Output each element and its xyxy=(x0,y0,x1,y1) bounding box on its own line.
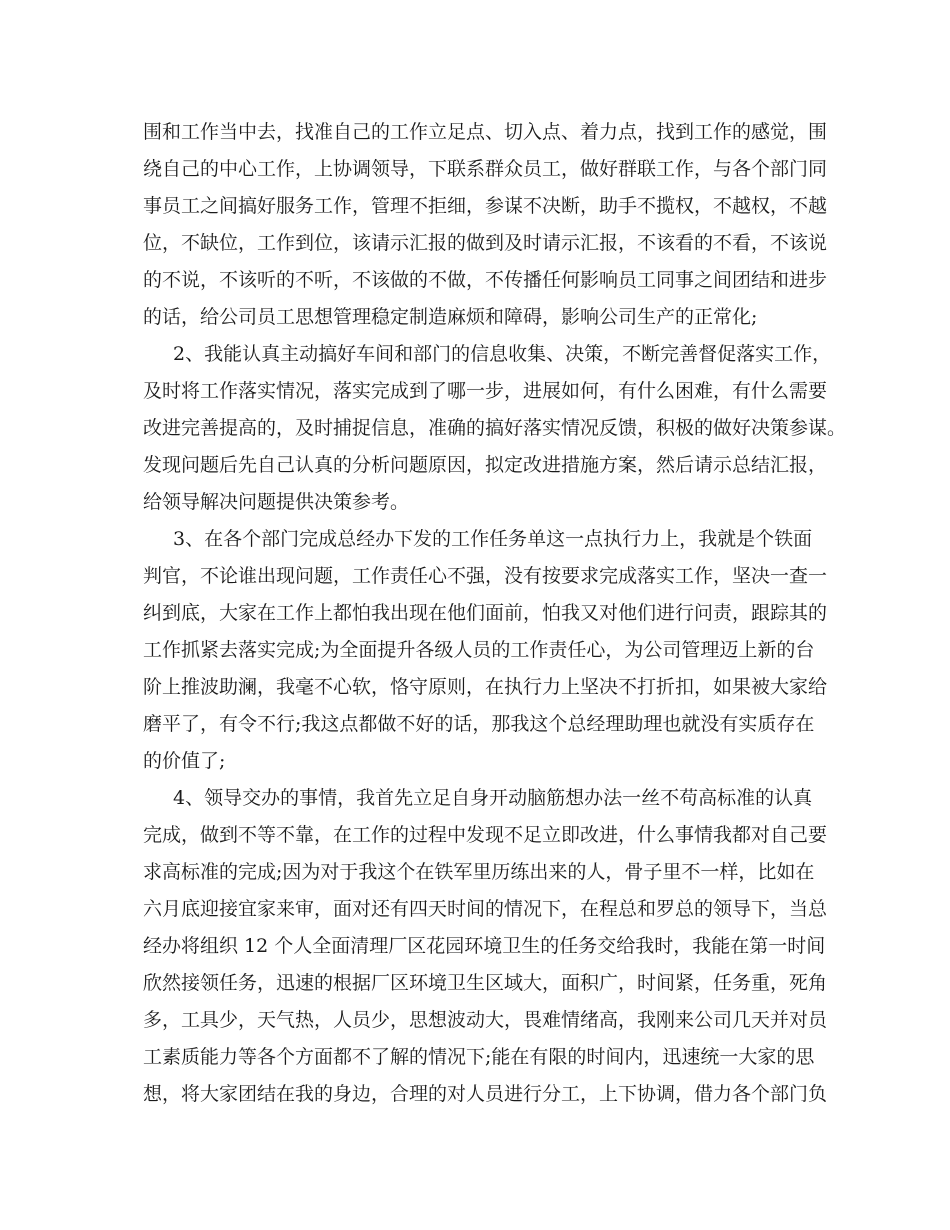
text-line: 发现问题后先自己认真的分析问题原因，拟定改进措施方案，然后请示总结汇报， xyxy=(143,454,828,476)
text-line: 工素质能力等各个方面都不了解的情况下;能在有限的时间内，迅速统一大家的思 xyxy=(143,1046,815,1068)
text-line: 改进完善提高的，及时捕捉信息，准确的搞好落实情况反馈，积极的做好决策参谋。 xyxy=(143,417,847,439)
text-line: 磨平了，有令不行;我这点都做不好的话，那我这个总经理助理也就没有实质存在 xyxy=(143,713,815,735)
text-line: 绕自己的中心工作，上协调领导，下联系群众员工，做好群联工作，与各个部门同 xyxy=(143,158,828,180)
text-line: 判官，不论谁出现问题，工作责任心不强，没有按要求完成落实工作，坚决一查一 xyxy=(143,565,828,587)
text-line: 位，不缺位，工作到位，该请示汇报的做到及时请示汇报，不该看的不看，不该说 xyxy=(143,232,828,254)
text-line: 想，将大家团结在我的身边，合理的对人员进行分工，上下协调，借力各个部门负 xyxy=(143,1083,828,1105)
text-line: 及时将工作落实情况，落实完成到了哪一步，进展如何，有什么困难，有什么需要 xyxy=(143,380,828,402)
text-line: 的话，给公司员工思想管理稳定制造麻烦和障碍，影响公司生产的正常化; xyxy=(143,306,758,328)
text-line: 事员工之间搞好服务工作，管理不拒细，参谋不决断，助手不揽权，不越权，不越 xyxy=(143,195,828,217)
text-line: 4、领导交办的事情，我首先立足自身开动脑筋想办法一丝不苟高标准的认真 xyxy=(173,787,813,809)
text-line: 欣然接领任务，迅速的根据厂区环境卫生区域大，面积广，时间紧，任务重，死角 xyxy=(143,972,828,994)
text-line: 完成，做到不等不靠，在工作的过程中发现不足立即改进，什么事情我都对自己要 xyxy=(143,824,828,846)
text-line: 六月底迎接宜家来审，面对还有四天时间的情况下，在程总和罗总的领导下，当总 xyxy=(143,898,828,920)
text-line: 多，工具少，天气热，人员少，思想波动大，畏难情绪高，我刚来公司几天并对员 xyxy=(143,1009,828,1031)
body-text xyxy=(143,114,847,1113)
text-line: 的价值了; xyxy=(143,750,226,772)
text-line: 2、我能认真主动搞好车间和部门的信息收集、决策，不断完善督促落实工作， xyxy=(173,343,832,365)
text-line: 的不说，不该听的不听，不该做的不做，不传播任何影响员工同事之间团结和进步 xyxy=(143,269,828,291)
text-line: 围和工作当中去，找准自己的工作立足点、切入点、着力点，找到工作的感觉，围 xyxy=(143,121,828,143)
text-line: 阶上推波助澜，我毫不心软，恪守原则，在执行力上坚决不打折扣，如果被大家给 xyxy=(143,676,828,698)
text-line: 给领导解决问题提供决策参考。 xyxy=(143,491,410,513)
text-line: 经办将组织 12 个人全面清理厂区花园环境卫生的任务交给我时，我能在第一时间 xyxy=(143,935,826,957)
text-line: 求高标准的完成;因为对于我这个在铁军里历练出来的人，骨子里不一样，比如在 xyxy=(143,861,815,883)
text-line: 3、在各个部门完成总经办下发的工作任务单这一点执行力上，我就是个铁面 xyxy=(173,528,813,550)
text-line: 纠到底，大家在工作上都怕我出现在他们面前，怕我又对他们进行问责，跟踪其的 xyxy=(143,602,828,624)
text-line: 工作抓紧去落实完成;为全面提升各级人员的工作责任心，为公司管理迈上新的台 xyxy=(143,639,815,661)
